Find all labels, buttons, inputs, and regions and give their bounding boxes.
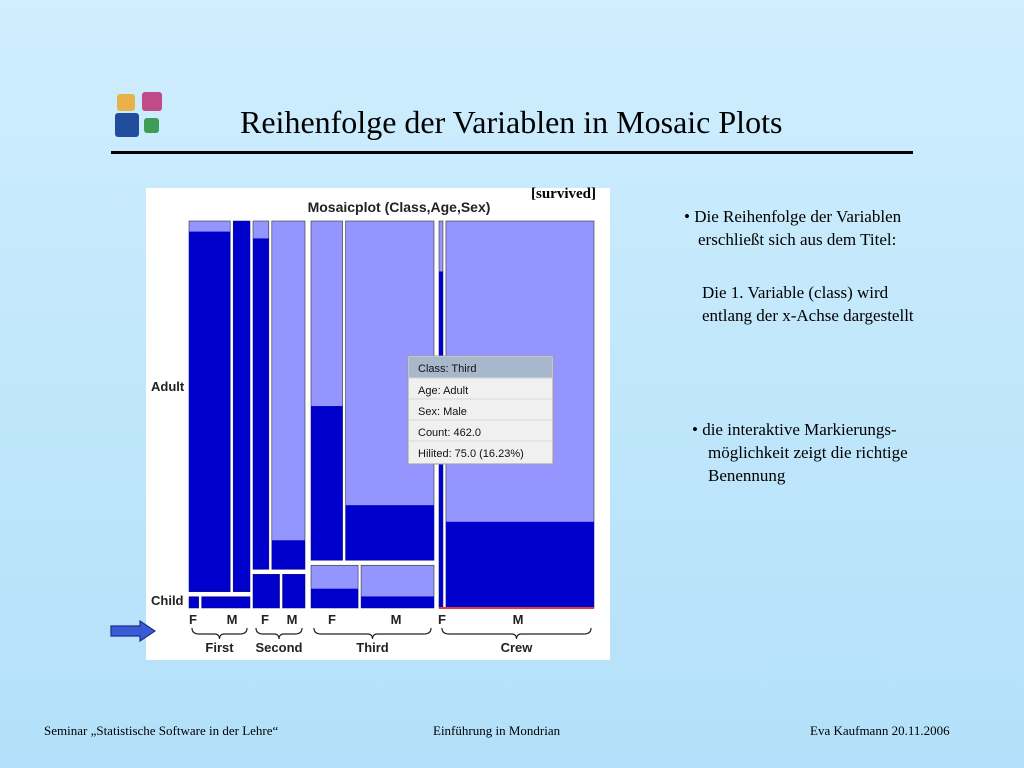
mosaic-cell-highlight (361, 596, 434, 608)
y-label-adult: Adult (151, 379, 185, 394)
bullet-line: möglichkeit zeigt die richtige (708, 443, 908, 462)
bullet-interactive-highlight (692, 418, 908, 487)
sex-tick-label: F (261, 612, 269, 627)
class-brace (442, 628, 591, 639)
mosaic-cell-highlight (272, 540, 305, 569)
mosaic-cell-highlight (311, 589, 358, 608)
sex-tick-label: M (226, 612, 238, 627)
bullet-line: • die interaktive Markierungs- (692, 420, 897, 439)
class-label-second: Second (255, 640, 303, 655)
slide-logo-icon (115, 92, 167, 138)
mosaic-cell-highlight (189, 232, 230, 592)
mosaic-cell-highlight (233, 221, 250, 592)
bullet-line: entlang der x-Achse dargestellt (702, 306, 914, 325)
mosaic-cell-highlight (253, 574, 280, 608)
footer-seminar: Seminar „Statistische Software in der Lehre“ (44, 723, 279, 738)
footer-author-date: Eva Kaufmann 20.11.2006 (810, 723, 950, 738)
sex-tick-label: M (286, 612, 298, 627)
sex-tick-label: F (438, 612, 446, 627)
mosaic-plot-panel (146, 188, 610, 660)
arrow-right-icon (110, 620, 156, 642)
bullet-line: Benennung (708, 466, 786, 485)
slide-title: Reihenfolge der Variablen in Mosaic Plots (240, 104, 783, 140)
footer-topic: Einführung in Mondrian (433, 723, 561, 738)
y-label-child: Child (151, 593, 184, 608)
sex-tick-label: F (328, 612, 336, 627)
mosaic-cell-highlight (283, 574, 305, 608)
class-label-crew: Crew (500, 640, 533, 655)
mosaic-cell-highlight (311, 406, 343, 560)
cell-tooltip (408, 356, 553, 464)
mosaic-cell-highlight (446, 522, 594, 608)
sex-tick-label: F (189, 612, 197, 627)
tooltip-sex: Sex: Male (418, 406, 467, 418)
bullet-first-variable (702, 281, 914, 327)
mosaic-plot (146, 188, 610, 660)
bullet-line: erschließt sich aus dem Titel: (698, 230, 897, 249)
sex-tick-label: M (512, 612, 524, 627)
tooltip-class: Class: Third (418, 363, 477, 375)
class-brace (192, 628, 247, 639)
class-label-first: First (205, 640, 234, 655)
class-brace (256, 628, 302, 639)
survived-label: [survived] (531, 186, 596, 202)
sex-tick-label: M (390, 612, 402, 627)
bullet-line: • Die Reihenfolge der Variablen (684, 207, 902, 226)
tooltip-hilited: Hilited: 75.0 (16.23%) (418, 448, 524, 460)
mosaic-cell-highlight (202, 597, 250, 608)
mosaic-cell-highlight (346, 505, 434, 560)
mosaic-cell-highlight (189, 597, 199, 608)
tooltip-age: Age: Adult (418, 385, 469, 397)
chart-title: Mosaicplot (Class,Age,Sex) (307, 199, 491, 215)
tooltip-count: Count: 462.0 (418, 427, 481, 439)
bullet-variable-order (684, 205, 901, 251)
title-divider (111, 151, 913, 154)
mosaic-cell-highlight (253, 238, 269, 569)
class-label-third: Third (356, 640, 389, 655)
class-brace (314, 628, 431, 639)
mosaic-cell-second-adult-m[interactable] (272, 221, 305, 569)
bullet-line: Die 1. Variable (class) wird (702, 283, 889, 302)
